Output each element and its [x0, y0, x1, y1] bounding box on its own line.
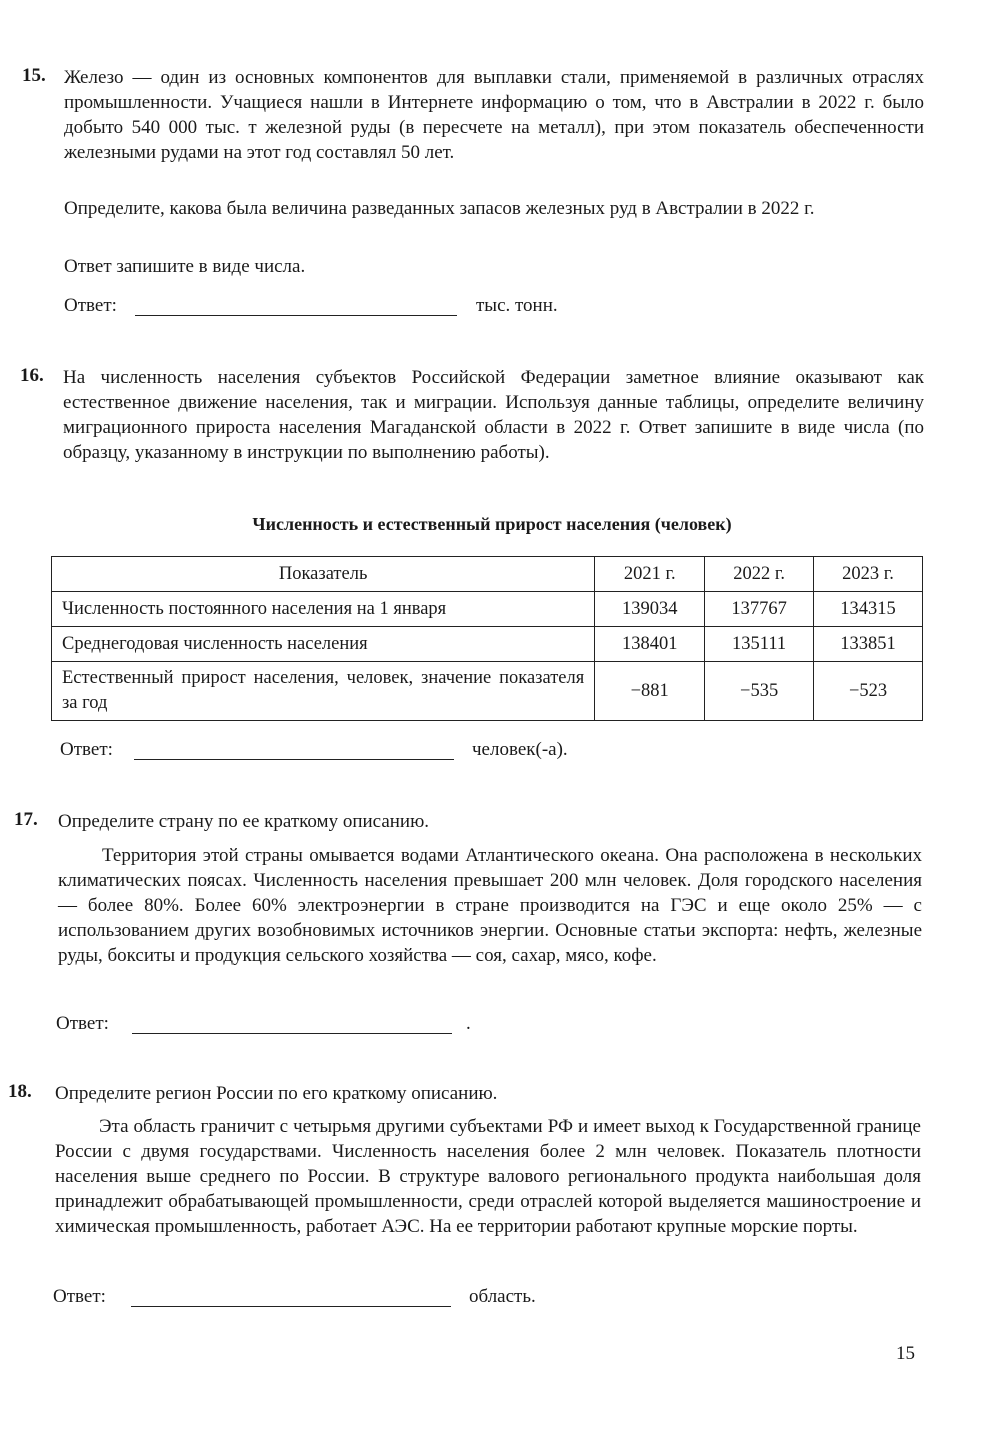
- table-row: [52, 627, 923, 662]
- question-number: 18.: [8, 1081, 32, 1102]
- row-label: Численность постоянного населения на 1 января: [52, 592, 595, 627]
- table-cell: −535: [705, 662, 814, 721]
- answer-unit: область.: [469, 1286, 536, 1307]
- question-number: 17.: [14, 809, 38, 830]
- answer-row: [56, 1013, 656, 1039]
- column-header: 2021 г.: [595, 557, 705, 592]
- table-cell: −523: [814, 662, 923, 721]
- answer-label: Ответ:: [64, 295, 117, 316]
- table-cell: 138401: [595, 627, 705, 662]
- question-task: Определите, какова была величина разведанных запасов железных руд в Австралии в 2022 г.: [64, 198, 815, 219]
- table-cell: 137767: [705, 592, 814, 627]
- question-text: Железо — один из основных компонентов для выплавки стали, применяемой в различных отраслях промышленности. Учащиеся нашли в Интернете информацию о том, что в Австралии в 2022 г. было добыто 540 000 тыс. т железной руды (в пересчете на металл), при этом показатель обеспеченности железными рудами на этот год составлял 50 лет.: [64, 67, 924, 163]
- question-intro: Определите регион России по его краткому описанию.: [55, 1083, 498, 1104]
- page-number: 15: [896, 1343, 915, 1364]
- answer-row: [60, 739, 660, 765]
- answer-label: Ответ:: [53, 1286, 106, 1307]
- answer-unit: тыс. тонн.: [476, 295, 558, 316]
- table-cell: 133851: [814, 627, 923, 662]
- question-text: Территория этой страны омывается водами Атлантического океана. Она расположена в нескольких климатических поясах. Численность населения превышает 200 млн человек. Доля городского населения — более 80%. Более 60% электроэнергии в стране производится на ГЭС и еще около 25% — с использованием других возобновимых источников энергии. Основные статьи экспорта: нефть, железные руды, бокситы и продукция сельского хозяйства — соя, сахар, мясо, кофе.: [58, 845, 922, 966]
- answer-row: [53, 1286, 653, 1312]
- table-row: [52, 592, 923, 627]
- answer-row: [64, 295, 664, 321]
- question-number: 15.: [22, 65, 46, 86]
- table-cell: 139034: [595, 592, 705, 627]
- answer-label: Ответ:: [60, 739, 113, 760]
- question-intro: Определите страну по ее краткому описанию.: [58, 811, 430, 832]
- table-cell: 134315: [814, 592, 923, 627]
- question-text: На численность населения субъектов Российской Федерации заметное влияние оказывают как естественное движение населения, так и миграции. Используя данные таблицы, определите величину миграционного прироста населения Магаданской области в 2022 г. Ответ запишите в виде числа (по образцу, указанному в инструкции по выполнению работы).: [63, 367, 924, 463]
- question-number: 16.: [20, 365, 44, 386]
- answer-label: Ответ:: [56, 1013, 109, 1034]
- column-header: 2023 г.: [814, 557, 923, 592]
- answer-field[interactable]: [134, 759, 454, 760]
- table-row: [52, 662, 923, 721]
- answer-field[interactable]: [131, 1306, 451, 1307]
- table-cell: 135111: [705, 627, 814, 662]
- table-header-row: [52, 557, 923, 592]
- answer-unit: человек(-а).: [472, 739, 568, 760]
- row-label: Среднегодовая численность населения: [52, 627, 595, 662]
- population-table: [51, 556, 923, 721]
- answer-field[interactable]: [135, 315, 457, 316]
- table-cell: −881: [595, 662, 705, 721]
- question-instruction: Ответ запишите в виде числа.: [64, 256, 306, 277]
- question-text: Эта область граничит с четырьмя другими субъектами РФ и имеет выход к Государственной границе России с двумя государствами. Численность населения более 2 млн человек. Показатель плотности населения выше среднего по России. В структуре валового регионального продукта наибольшая доля принадлежит обрабатывающей промышленности, среди отраслей которой выделяется машиностроение и химическая промышленность, работает АЭС. На ее территории работают крупные морские порты.: [55, 1116, 921, 1237]
- column-header: 2022 г.: [705, 557, 814, 592]
- row-label: Естественный прирост населения, человек, значение показателя за год: [52, 662, 595, 721]
- answer-field[interactable]: [132, 1033, 452, 1034]
- column-header: Показатель: [52, 557, 595, 592]
- table-title: Численность и естественный прирост населения (человек): [252, 514, 732, 534]
- answer-unit: .: [466, 1013, 471, 1034]
